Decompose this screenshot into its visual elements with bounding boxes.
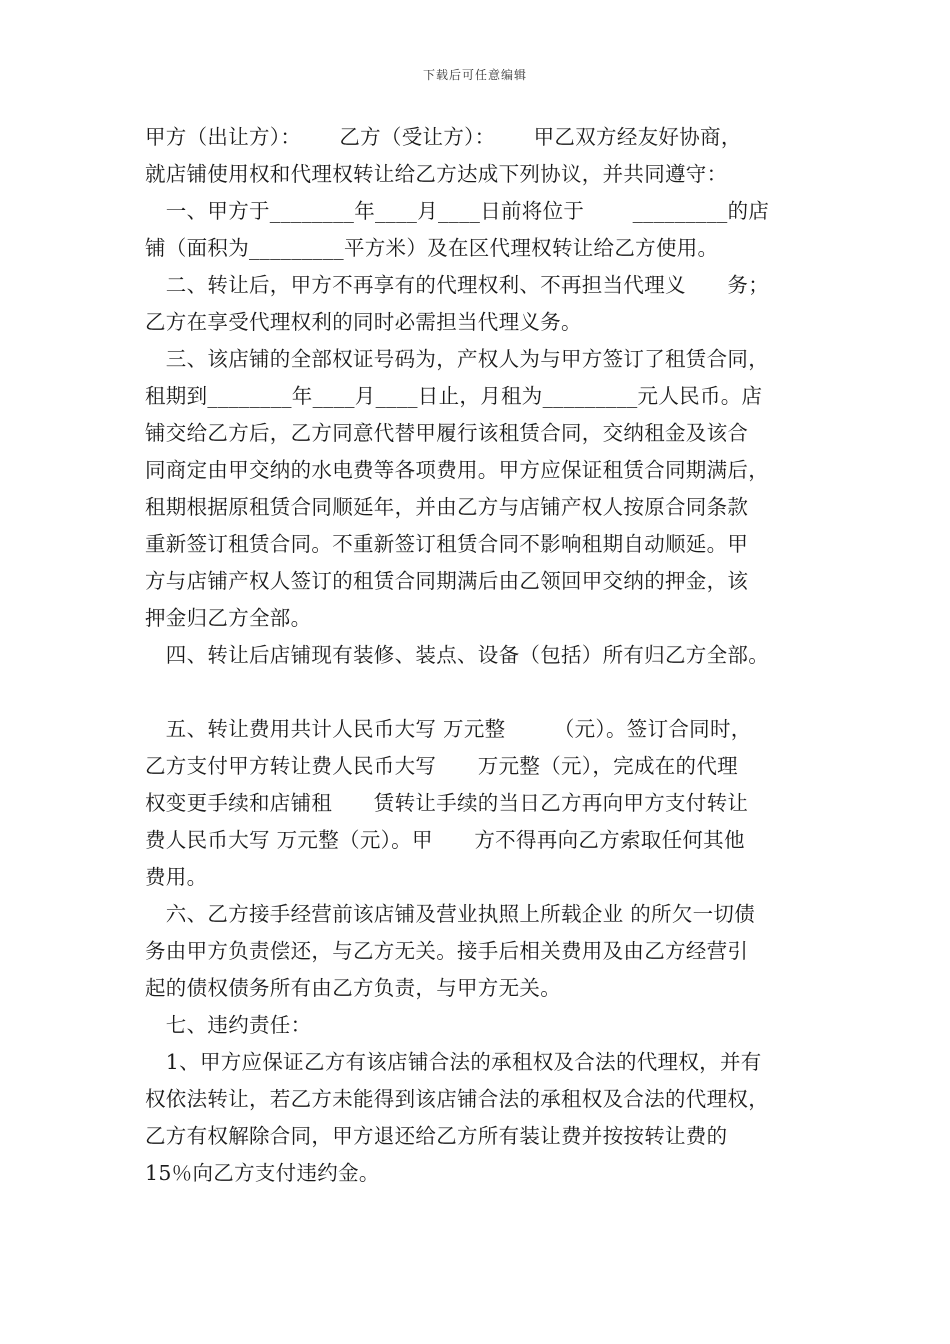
text-line: 权依法转让，若乙方未能得到该店铺合法的承租权及合法的代理权， xyxy=(145,1087,769,1111)
text-line: 铺（面积为_________平方米）及在区代理权转让给乙方使用。 xyxy=(145,236,719,260)
text-line: 七、违约责任： xyxy=(145,1013,312,1037)
text-line: 起的债权债务所有由乙方负责，与甲方无关。 xyxy=(145,976,561,1000)
text-line: 五、转让费用共计人民币大写 万元整 （元）。签订合同时， xyxy=(145,717,752,741)
text-line: 租期到________年____月____日止，月租为_________元人民币。店 xyxy=(145,384,763,408)
text-line: 三、该店铺的全部权证号码为，产权人为与甲方签订了租赁合同， xyxy=(145,347,769,371)
text-line: 六、乙方接手经营前该店铺及营业执照上所载企业 的所欠一切债 xyxy=(145,902,756,926)
text-line: 15％向乙方支付违约金。 xyxy=(145,1161,380,1185)
text-line: 租期根据原租赁合同顺延年，并由乙方与店铺产权人按原合同条款 xyxy=(145,495,749,519)
text-line: 方与店铺产权人签订的租赁合同期满后由乙领回甲交纳的押金，该 xyxy=(145,569,749,593)
blank-line xyxy=(145,674,835,711)
text-line: 乙方在享受代理权利的同时必需担当代理义务。 xyxy=(145,310,582,334)
text-line: 甲方（出让方）： 乙方（受让方）： 甲乙双方经友好协商， xyxy=(145,125,742,149)
text-line: 权变更手续和店铺租 赁转让手续的当日乙方再向甲方支付转让 xyxy=(145,791,749,815)
text-line: 1、甲方应保证乙方有该店铺合法的承租权及合法的代理权，并有 xyxy=(145,1050,762,1074)
text-line: 费人民币大写 万元整（元）。甲 方不得再向乙方索取任何其他 xyxy=(145,828,745,852)
text-line: 同商定由甲交纳的水电费等各项费用。甲方应保证租赁合同期满后， xyxy=(145,458,769,482)
text-line: 重新签订租赁合同。不重新签订租赁合同不影响租期自动顺延。甲 xyxy=(145,532,749,556)
text-line: 费用。 xyxy=(145,865,208,889)
text-line: 就店铺使用权和代理权转让给乙方达成下列协议，并共同遵守： xyxy=(145,162,728,186)
text-line: 乙方支付甲方转让费人民币大写 万元整（元），完成在的代理 xyxy=(145,754,738,778)
text-line: 一、甲方于________年____月____日前将位于 _________的店 xyxy=(145,199,770,223)
text-line: 押金归乙方全部。 xyxy=(145,606,312,630)
text-line: 铺交给乙方后，乙方同意代替甲履行该租赁合同，交纳租金及该合 xyxy=(145,421,749,445)
text-line: 务由甲方负责偿还，与乙方无关。接手后相关费用及由乙方经营引 xyxy=(145,939,749,963)
text-line: 乙方有权解除合同，甲方退还给乙方所有装让费并按按转让费的 xyxy=(145,1124,728,1148)
page-header-note: 下载后可任意编辑 xyxy=(422,68,527,82)
text-line: 四、转让后店铺现有装修、装点、设备（包括）所有归乙方全部。 xyxy=(145,643,769,667)
text-line: 二、转让后，甲方不再享有的代理权利、不再担当代理义 务； xyxy=(145,273,769,297)
contract-body xyxy=(145,119,835,1192)
